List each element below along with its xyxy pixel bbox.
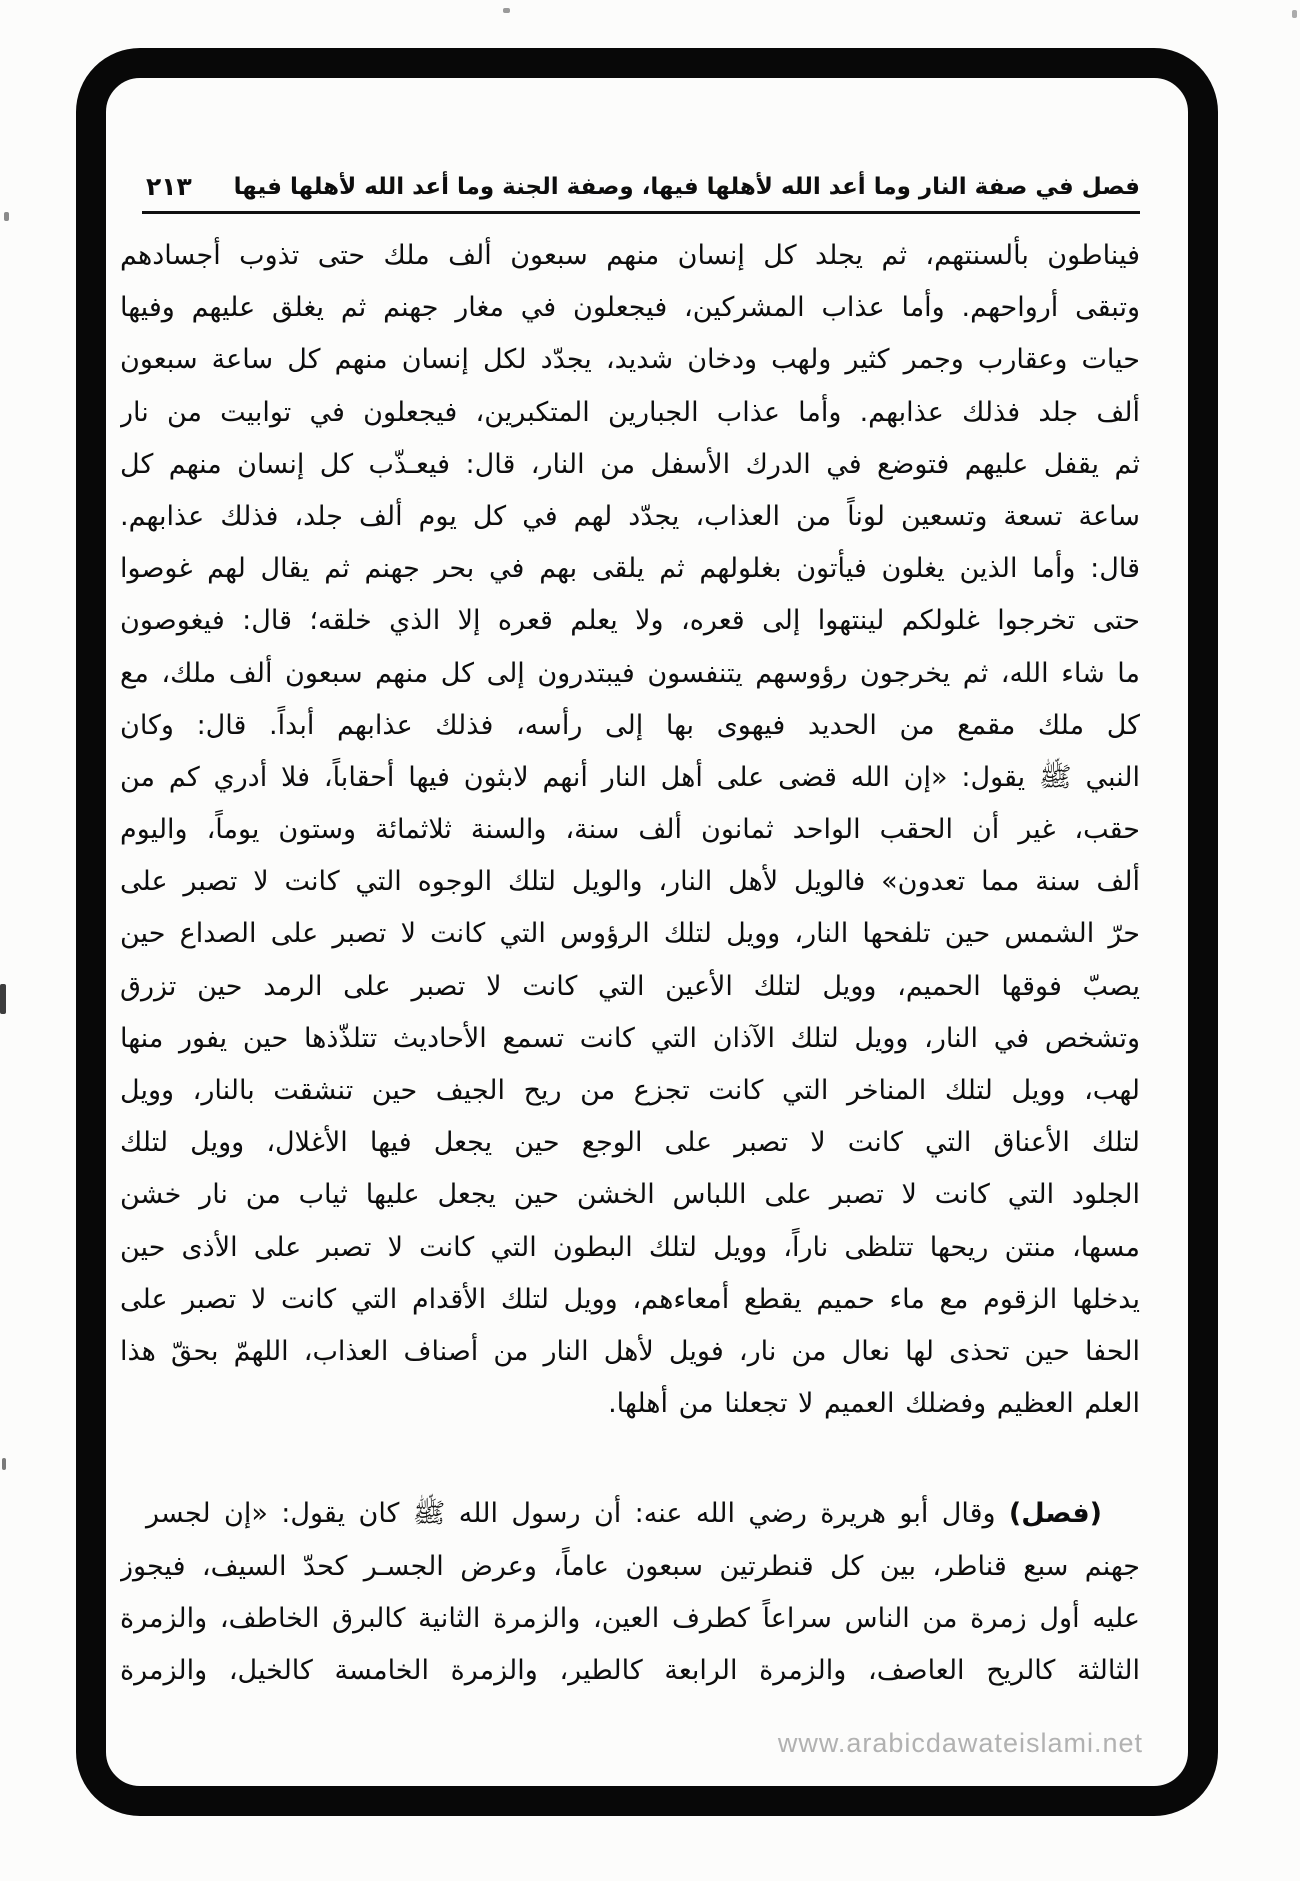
text-line: ما شاء الله، ثم يخرجون رؤوسهم يتنفسون فيبتدرون إلى كل منهم سبعون ألف ملك، مع: [120, 657, 1140, 689]
text-line: حقب، غير أن الحقب الواحد ثمانون ألف سنة، والسنة ثلاثمائة وستون يوماً، واليوم: [120, 814, 1140, 846]
text-line: حتى تخرجوا غلولكم لينتهوا إلى قعره، ولا يعلم قعره إلا الذي خلقه؛ قال: فيغوصون: [120, 605, 1140, 637]
scan-artifact: [1292, 10, 1297, 18]
text-line: العلم العظيم وفضلك العميم لا تجعلنا من أهلها.: [608, 1388, 1140, 1420]
page-header: [142, 170, 1140, 204]
text-line: جهنم سبع قناطر، بين كل قنطرتين سبعون عاماً، وعرض الجسـر كحدّ السيف، فيجوز: [120, 1550, 1140, 1582]
text-line: حيات وعقارب وجمر كثير ولهب ودخان شديد، يجدّد لكل إنسان منهم كل ساعة سبعون: [120, 344, 1140, 376]
text-line: حرّ الشمس حين تلفحها النار، وويل لتلك الرؤوس التي كانت لا تصبر على الصداع حين: [120, 918, 1140, 950]
text-line: الحفا حين تحذى لها نعال من نار، فويل لأهل النار من أصناف العذاب، اللهمّ بحقّ هذا: [120, 1335, 1140, 1367]
text-line: كل ملك مقمع من الحديد فيهوى بها إلى رأسه، فذلك عذابهم أبداً. قال: وكان: [120, 709, 1140, 741]
scan-artifact: [2, 1458, 6, 1470]
text-line: لتلك الأعناق التي كانت لا تصبر على الوجع حين يجعل فيها الأغلال، وويل لتلك: [120, 1127, 1140, 1159]
text-line: الثالثة كالريح العاصف، والزمرة الرابعة كالطير، والزمرة الخامسة كالخيل، والزمرة: [120, 1654, 1140, 1686]
paragraph-2: [120, 1488, 1140, 1697]
text-line: ألف جلد فذلك عذابهم. وأما عذاب الجبارين المتكبرين، فيجعلون في توابيت من نار: [120, 396, 1140, 428]
header-rule: [142, 211, 1140, 214]
scan-artifact: [4, 212, 9, 221]
text-line: يصبّ فوقها الحميم، وويل لتلك الأعين التي كانت لا تصبر على الرمد حين تزرق: [120, 970, 1140, 1002]
scan-artifact: [503, 8, 510, 13]
text-line: مسها، منتن ريحها تتلظى ناراً، وويل لتلك البطون التي كانت لا تصبر على الأذى حين: [120, 1231, 1140, 1263]
watermark: www.arabicdawateislami.net: [777, 1728, 1143, 1758]
section-marker: (فصل): [1008, 1498, 1102, 1530]
text-line: قال: وأما الذين يغلون فيأتون بغلولهم ثم يلقى بهم في بحر جهنم ثم يقال لهم غوصوا: [120, 553, 1140, 585]
text-line: وتبقى أرواحهم. وأما عذاب المشركين، فيجعلون في مغار جهنم ثم يغلق عليهم وفيها: [120, 292, 1140, 324]
text-line: ساعة تسعة وتسعين لوناً من العذاب، يجدّد لهم في كل يوم ألف جلد، فذلك عذابهم.: [120, 500, 1140, 532]
scan-artifact: [0, 984, 6, 1014]
first-line-text: وقال أبو هريرة رضي الله عنه: أن رسول الله ﷺ كان يقول: «إن لجسر: [146, 1498, 996, 1530]
text-line: ألف سنة مما تعدون» فالويل لأهل النار، والويل لتلك الوجوه التي كانت لا تصبر على: [120, 866, 1140, 898]
text-line: لهب، وويل لتلك المناخر التي كانت تجزع من ريح الجيف حين تنشقت بالنار، وويل: [120, 1075, 1140, 1106]
paragraph-1: [120, 230, 1140, 1430]
text-line: [120, 1488, 1140, 1540]
chapter-title: فصل في صفة النار وما أعد الله لأهلها فيها، وصفة الجنة وما أعد الله لأهلها فيها: [233, 174, 1140, 200]
body-text: [120, 230, 1140, 1697]
text-line: فيناطون بألسنتهم، ثم يجلد كل إنسان منهم سبعون ألف ملك حتى تذوب أجسادهم: [120, 240, 1140, 271]
text-line: النبي ﷺ يقول: «إن الله قضى على أهل النار أنهم لابثون فيها أحقاباً، فلا أدري كم من: [120, 761, 1140, 793]
page-number: ٢١٣: [146, 172, 192, 201]
text-line: يدخلها الزقوم مع ماء حميم يقطع أمعاءهم، وويل لتلك الأقدام التي كانت لا تصبر على: [120, 1283, 1140, 1315]
text-line: الجلود التي كانت لا تصبر على اللباس الخشن حين يجعل عليها ثياب من نار خشن: [120, 1179, 1140, 1211]
text-line: عليه أول زمرة من الناس سراعاً كطرف العين، والزمرة الثانية كالبرق الخاطف، والزمرة: [120, 1602, 1140, 1634]
text-line: وتشخص في النار، وويل لتلك الآذان التي كانت تسمع الأحاديث تتلذّذها حين يفور منها: [120, 1022, 1140, 1054]
text-line: ثم يقفل عليهم فتوضع في الدرك الأسفل من النار، قال: فيعـذّب كل إنسان منهم كل: [120, 448, 1140, 480]
